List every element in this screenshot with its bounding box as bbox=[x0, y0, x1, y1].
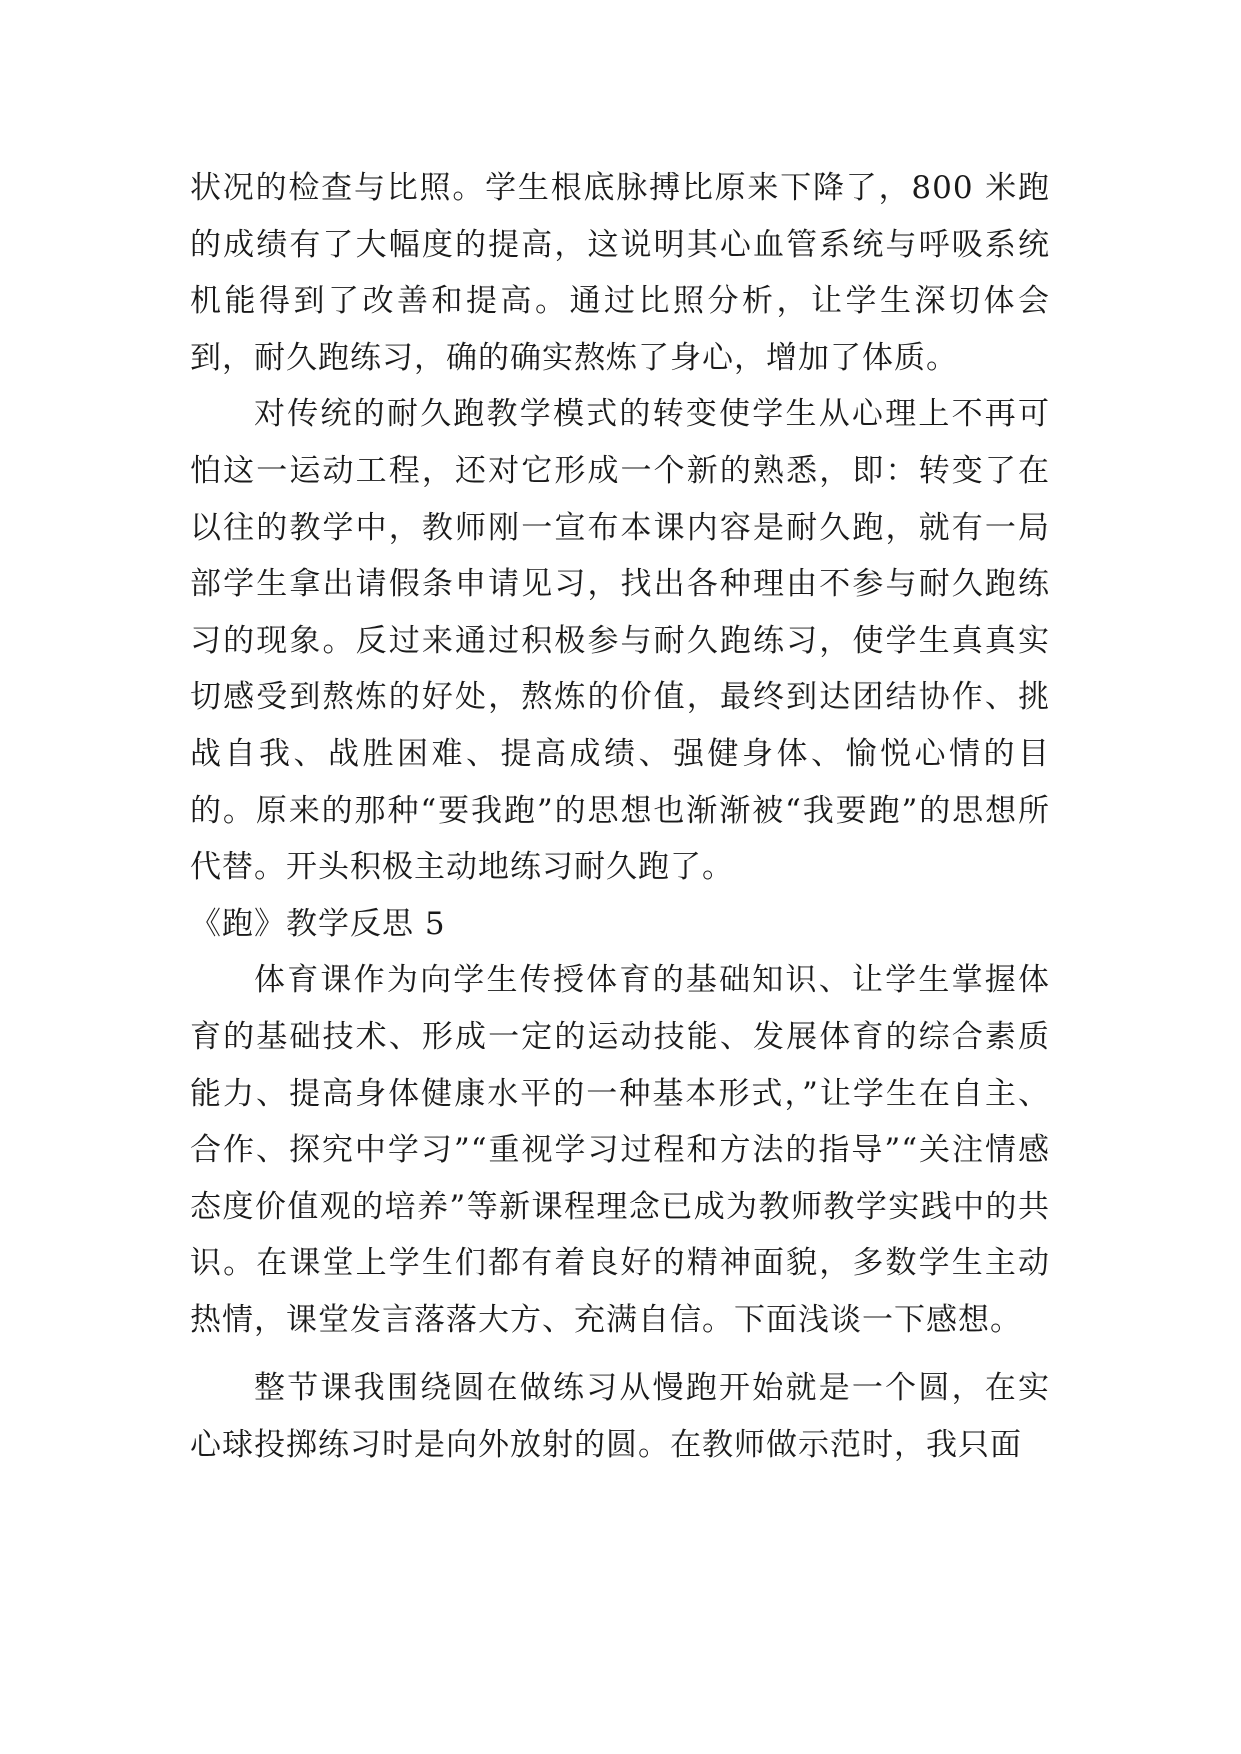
paragraph-continuation: 状况的检查与比照。学生根底脉搏比原来下降了，800 米跑的成绩有了大幅度的提高，这说明其心血管系统与呼吸系统机能得到了改善和提高。通过比照分析，让学生深切体会到，耐久跑练习，确的确实熬炼了身心，增加了体质。 bbox=[190, 170, 1050, 376]
paragraph-pe-class: 体育课作为向学生传授体育的基础知识、让学生掌握体育的基础技术、形成一定的运动技能、发展体育的综合素质能力、提高身体健康水平的一种基本形式，”让学生在自主、合作、探究中学习”“重视学习过程和方法的指导”“关注情感态度价值观的培养”等新课程理念已成为教师教学实践中的共识。在课堂上学生们都有着良好的精神面貌，多数学生主动热情，课堂发言落落大方、充满自信。下面浅谈一下感想。 bbox=[190, 962, 1050, 1338]
document-body bbox=[190, 160, 1050, 1474]
section-heading: 《跑》教学反思 5 bbox=[190, 905, 446, 942]
paragraph-traditional-mode: 对传统的耐久跑教学模式的转变使学生从心理上不再可怕这一运动工程，还对它形成一个新的熟悉，即：转变了在以往的教学中，教师刚一宣布本课内容是耐久跑，就有一局部学生拿出请假条申请见习，找出各种理由不参与耐久跑练习的现象。反过来通过积极参与耐久跑练习，使学生真真实切感受到熬炼的好处，熬炼的价值，最终到达团结协作、挑战自我、战胜困难、提高成绩、强健身体、愉悦心情的目的。原来的那种“要我跑”的思想也渐渐被“我要跑”的思想所代替。开头积极主动地练习耐久跑了。 bbox=[190, 396, 1050, 886]
paragraph-gap bbox=[190, 1348, 1050, 1360]
paragraph-circle-practice: 整节课我围绕圆在做练习从慢跑开始就是一个圆，在实心球投掷练习时是向外放射的圆。在教师做示范时，我只面 bbox=[190, 1370, 1050, 1464]
